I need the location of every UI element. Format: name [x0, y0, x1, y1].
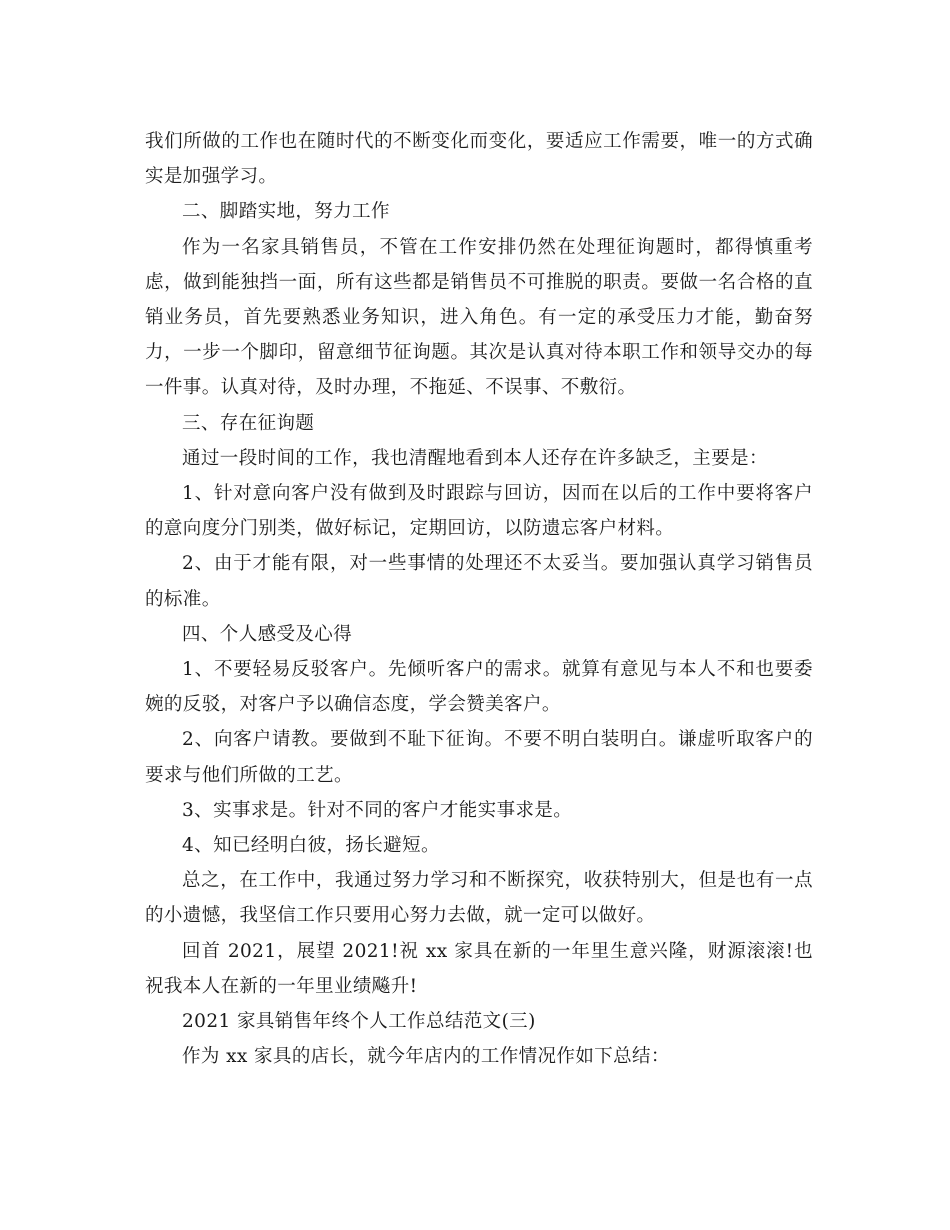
article-title: 2021 家具销售年终个人工作总结范文(三) — [182, 1011, 536, 1033]
section-heading-2: 二、脚踏实地，努力工作 — [182, 201, 390, 223]
paragraph-continued: 我们所做的工作也在随时代的不断变化而变化，要适应工作需要，唯一的方式确实是加强学习。 — [145, 131, 813, 188]
document-body — [145, 124, 813, 1074]
section-heading-3: 三、存在征询题 — [182, 412, 315, 434]
list-item: 3、实事求是。针对不同的客户才能实事求是。 — [182, 799, 573, 821]
paragraph: 总之，在工作中，我通过努力学习和不断探究，收获特别大，但是也有一点的小遗憾，我坚信工作只要用心努力去做，就一定可以做好。 — [145, 870, 813, 927]
section-heading-4: 四、个人感受及心得 — [182, 623, 353, 645]
paragraph: 作为 xx 家具的店长，就今年店内的工作情况作如下总结： — [182, 1046, 670, 1068]
list-item: 1、针对意向客户没有做到及时跟踪与回访，因而在以后的工作中要将客户的意向度分门别类，做好标记，定期回访，以防遗忘客户材料。 — [145, 483, 813, 540]
list-item: 2、由于才能有限，对一些事情的处理还不太妥当。要加强认真学习销售员的标准。 — [145, 553, 813, 610]
list-item: 1、不要轻易反驳客户。先倾听客户的需求。就算有意见与本人不和也要委婉的反驳，对客户予以确信态度，学会赞美客户。 — [145, 659, 813, 716]
list-item: 4、知已经明白彼，扬长避短。 — [182, 835, 440, 857]
list-item: 2、向客户请教。要做到不耻下征询。不要不明白装明白。谦虚听取客户的要求与他们所做的工艺。 — [145, 729, 813, 786]
paragraph: 作为一名家具销售员，不管在工作安排仍然在处理征询题时，都得慎重考虑，做到能独挡一面，所有这些都是销售员不可推脱的职责。要做一名合格的直销业务员，首先要熟悉业务知识，进入角色。有一定的承受压力才能，勤奋努力，一步一个脚印，留意细节征询题。其次是认真对待本职工作和领导交办的每一件事。认真对待，及时办理，不拖延、不误事、不敷衍。 — [145, 236, 813, 399]
paragraph: 回首 2021，展望 2021!祝 xx 家具在新的一年里生意兴隆，财源滚滚!也祝我本人在新的一年里业绩飚升! — [145, 940, 813, 997]
paragraph: 通过一段时间的工作，我也清醒地看到本人还存在许多缺乏，主要是： — [182, 447, 768, 469]
